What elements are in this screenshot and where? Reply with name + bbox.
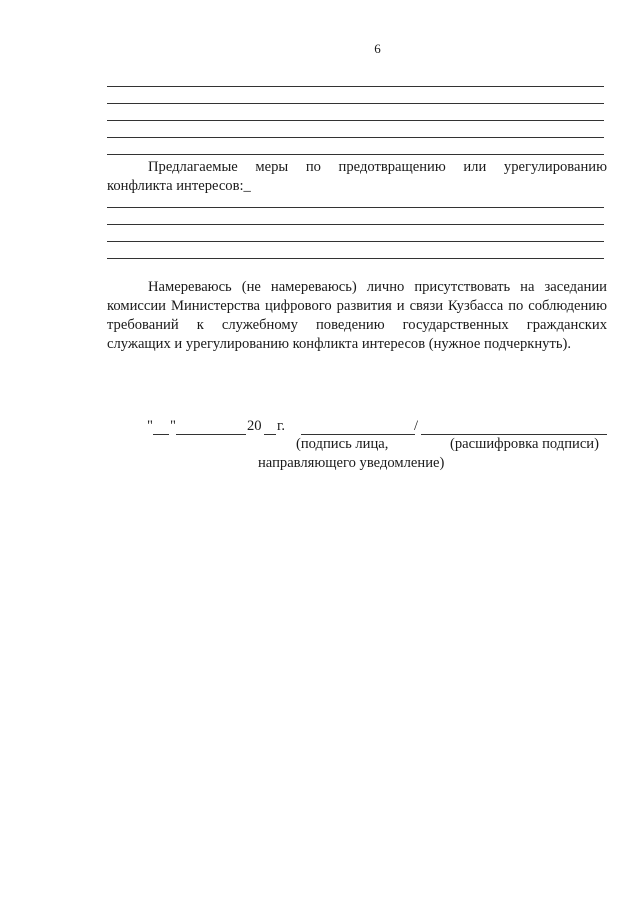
caption-signature-line-1: (подпись лица, xyxy=(296,436,389,452)
caption-decoding: (расшифровка подписи) xyxy=(450,436,599,452)
blank-line xyxy=(107,241,604,242)
measures-line-1: Предлагаемые меры по предотвращению или урегулированию xyxy=(148,159,607,175)
page-number: 6 xyxy=(374,41,381,56)
blank-line xyxy=(107,120,604,121)
month-blank xyxy=(176,434,246,435)
measures-line-2: конфликта интересов:_ xyxy=(107,178,251,194)
year-prefix: 20 xyxy=(247,418,262,434)
signature-blank xyxy=(301,434,415,435)
caption-signature-line-2: направляющего уведомление) xyxy=(258,455,445,471)
intent-paragraph xyxy=(107,278,607,354)
intent-line-4: служащих и урегулированию конфликта интересов (нужное подчеркнуть). xyxy=(107,336,571,352)
blank-line xyxy=(107,207,604,208)
blank-line xyxy=(107,154,604,155)
intent-line-2: комиссии Министерства цифрового развития и связи Кузбасса по соблюдению xyxy=(107,298,607,314)
year-blank xyxy=(264,434,276,435)
measures-paragraph xyxy=(107,158,607,196)
signature-slash: / xyxy=(414,418,419,434)
blank-line xyxy=(107,224,604,225)
blank-line xyxy=(107,86,604,87)
intent-line-1: Намереваюсь (не намереваюсь) лично присутствовать на заседании xyxy=(148,279,607,295)
blank-line xyxy=(107,258,604,259)
year-suffix: г. xyxy=(277,418,285,434)
date-close-quote: " xyxy=(170,418,176,434)
blank-line xyxy=(107,137,604,138)
blank-line xyxy=(107,103,604,104)
decoding-blank xyxy=(421,434,607,435)
day-blank xyxy=(153,434,169,435)
intent-line-3: требований к служебному поведению государственных гражданских xyxy=(107,317,607,333)
date-open-quote: " xyxy=(147,418,153,434)
